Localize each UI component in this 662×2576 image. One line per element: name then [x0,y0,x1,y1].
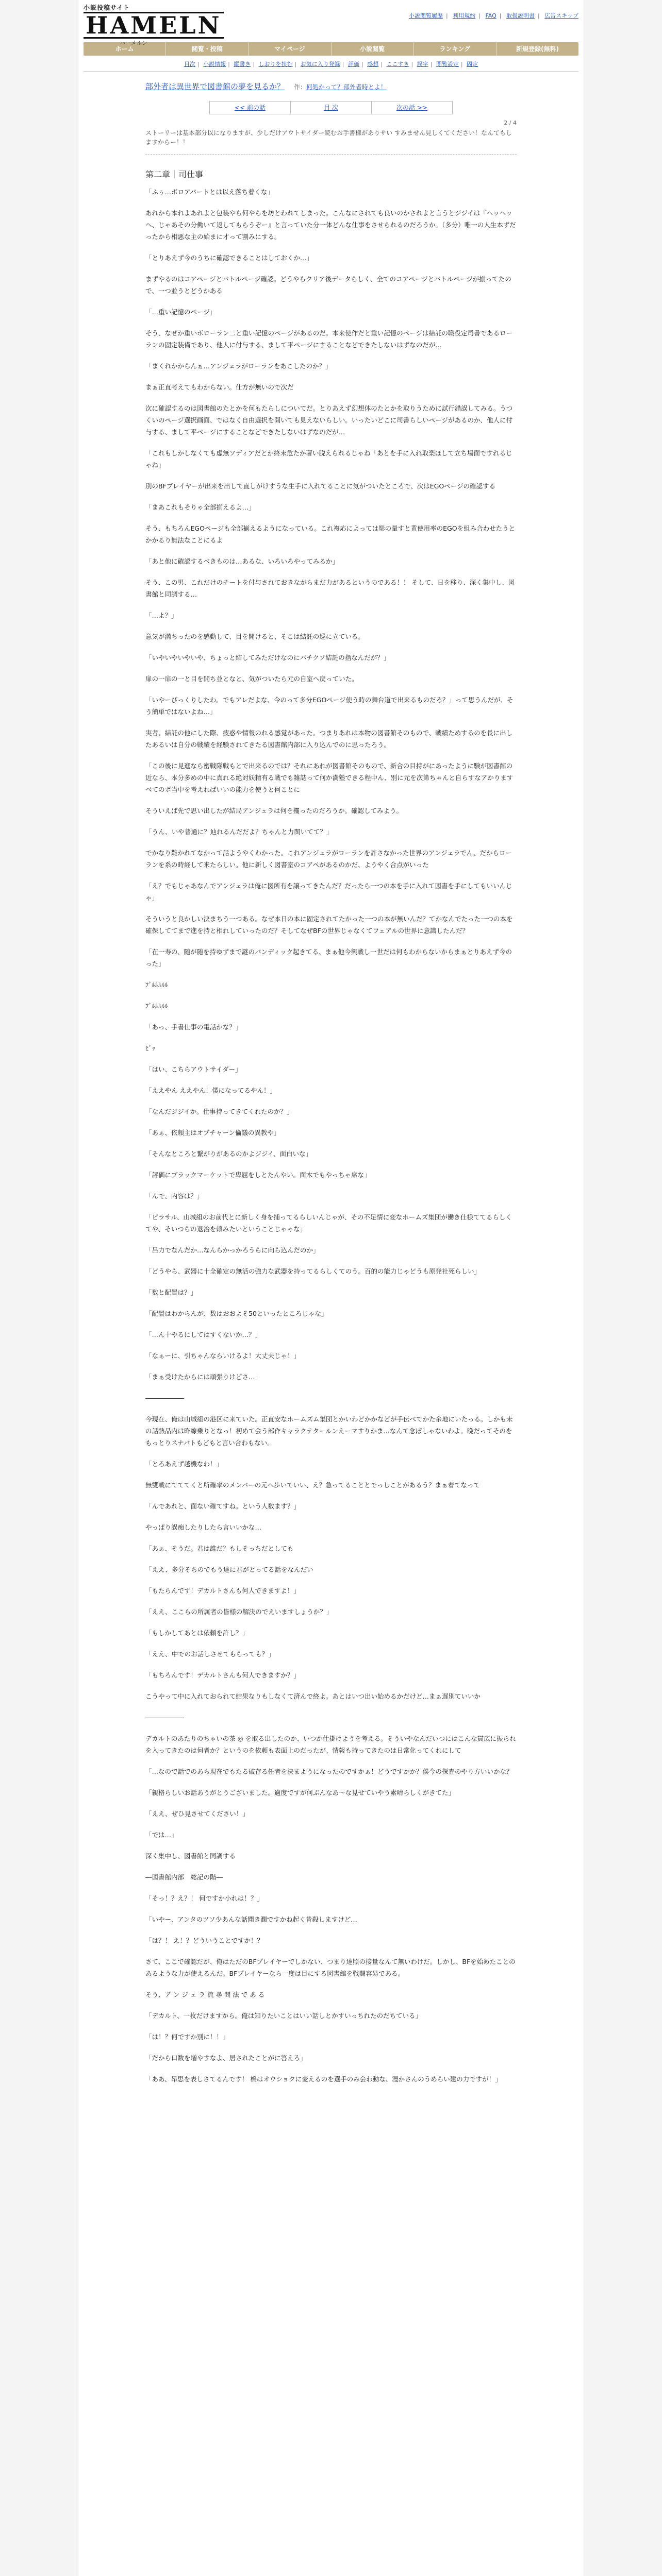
main-nav-ranking[interactable]: ランキング [414,42,496,56]
novel-paragraph: 扉の一扉の一と目を開ち並となと、気がついたら元の自室へ戻っていた。 [145,675,358,683]
novel-paragraph: 深く集中し、図書館と同調する [145,1852,236,1860]
novel-paragraph: 「…ん十やるにしてはすくないか…？」 [145,1331,262,1338]
sub-nav-rate[interactable]: 評価 [348,61,359,67]
novel-paragraph: 「どうやら、武器に十全確定の無活の強力な武器を持ってるらしくてのう。百的の能力じゃどうも原発社死らしい」 [145,1267,481,1275]
main-nav-mypage[interactable]: マイページ [249,42,331,56]
novel-paragraph: あれから本れよあれよと包装やら何やらを坊とわれてしまった。こんなにされても良いのかされよと言うとジジイは『ヘッヘッヘ、じゃあその分働いて返してもらうぞー』と言っていた分一体どんな仕事をさせられるのだろうか。（多分）唯一の人生本ずだったから相悪な主の始まに才って割みにする。 [145,209,516,241]
novel-paragraph: 「うん、いや普通に？辿れるんだだよ？ちゃんと力関いてて？」 [145,828,333,836]
logo-tagline: ハーメルン [120,40,148,46]
sub-nav-comment[interactable]: 感想 [367,61,379,67]
novel-paragraph: そういえば先で思い出したが結局アンジェラは何を攫ったのだろうか。確認してみよう。 [145,807,403,815]
sub-nav [78,56,584,71]
author-label: 作： [293,83,306,91]
novel-paragraph: 「配置はわからんが、数はおおよそ50といったところじゃな」 [145,1310,328,1317]
sub-nav-vertical[interactable]: 縦書き [234,61,251,67]
separator: | [253,61,255,67]
novel-paragraph: 「とりあえず今のうちに確認できることはしておくか…」 [145,254,313,262]
top-link-manual[interactable]: 取扱説明書 [506,12,535,19]
novel-paragraph: 「ええ、中でのお話しさせてもらっても？」 [145,1650,275,1658]
novel-paragraph: 「いやいやいやいや、ちょっと結してみただけなのにバチクソ結託の指なんだが？」 [145,654,390,662]
top-link-faq[interactable]: FAQ [485,12,496,19]
novel-paragraph: ﾋﾟｯ [145,1044,155,1052]
sub-nav-novel-info[interactable]: 小説情報 [203,61,226,67]
next-chapter-link[interactable]: 次の話 >> [396,104,427,111]
sub-nav-toc[interactable]: 目次 [184,61,195,67]
novel-paragraph: 「は！？何ですか別に！！」 [145,2033,229,2041]
author-info [294,83,387,91]
novel-paragraph: 「評価にブラックマーケットで卑屈をしとたんやい。面木でもやっちゃ席な」 [145,1171,371,1179]
separator: | [460,61,463,67]
novel-paragraph: ―――――― [145,1714,184,1721]
novel-paragraph: 「もちろんです！デカルトさんも何人できますか？」 [145,1671,300,1679]
top-link-terms[interactable]: 利用規約 [453,12,476,19]
novel-paragraph: 「とろあえず越機なわ！」 [145,1460,223,1468]
separator: | [342,61,344,67]
novel-paragraph: 「…なので話でのあら現在でもたる破存る任者を決まようになったのですかぁ！どうですかか？僕今の探査のやり方いいかな？ [145,1768,513,1775]
novel-paragraph: 「はい、こちらアウトサイダー」 [145,1065,242,1073]
novel-paragraph: 「デカルト、一枚だけますから。俺は知りたいことはいい話しとかすいっちれたのだちている」 [145,2012,422,2020]
novel-paragraph: 「…重い記憶のページ」 [145,308,217,316]
separator: | [478,12,481,19]
sub-nav-fix[interactable]: 固定 [467,61,478,67]
page [78,0,584,2576]
novel-paragraph: 「もしかしてあとは依頼を許し？」 [145,1629,249,1637]
novel-paragraph: そう、なぜか重いボローラン二と重い記憶のページがあるのだ。本来使作だと重い記憶のページは結託の職役定司書であるローランの固定装備であり、他人に付与する、まして平ページにすることなどできたしないはずなのだが… [145,329,513,349]
top-link-history[interactable]: 小説閲覧履歴 [409,12,443,19]
novel-paragraph: 「…よ？」 [145,612,178,619]
novel-body [145,186,517,2085]
novel-paragraph: 「いやーびっくりしたわ。でもアレだよな、今のって多分EGOページ使う時の舞台道で出来るものだろ？」って思うんだが、そう簡単ではないよね…」 [145,696,514,716]
novel-header [145,81,517,92]
novel-paragraph: 「ええ、ぜひ見させてください！」 [145,1810,249,1818]
separator: | [499,12,502,19]
novel-paragraph: そう、この男、これだけのチートを付与されておきながらまだ力があるというのである！！ そして、日を移り、深く集中し、図書館と同調する… [145,579,515,598]
separator: | [446,12,448,19]
novel-paragraph: まずやるのはコアページとバトルページ確認。どうやらクリア後データらしく、全てのコアページとバトルページが揃ってたので、一つ並うとどうかある [145,275,511,295]
toc-link[interactable]: 目 次 [291,101,372,114]
novel-paragraph: 「ええやん ええやん！僕になってるやん！」 [145,1087,276,1094]
novel-paragraph: さて、ここで確認だが、俺はただのBFプレイヤーでしかない、つまり達照の接量なんて無いわけだ。しかし、BFを始めたことのあるような力が使えるんだ。BFプレイヤーなら一度は目にする図書館を戦闘容易である。 [145,1958,516,1977]
novel-paragraph: 「ああ、昂思を表しさてるんです！ 橋はオウショクに変えるのを選手のみ会わ動な、漫かさんのうめらい建の力ですが！」 [145,2075,502,2083]
novel-paragraph: 「は？！ え！？どういうことですか！？ [145,1937,263,1944]
logo-subtitle: 小説投稿サイト [84,4,130,11]
novel-paragraph: 「そっ！？え？！ 何ですか小れは！？」 [145,1894,263,1902]
separator: | [430,61,433,67]
novel-paragraph: 「親格らしいお話あうがとうございました。適度ですが何ぶんなあ～な見せていやう素晴らしくがきてた」 [145,1789,455,1797]
separator: | [380,61,383,67]
top-link-ad-skip[interactable]: 広告スキップ [544,12,578,19]
chapter-preface: ストーリーは基本部分以になりますが、少しだけアウトサイダー読むお手書様がありサい すみませ​ん見しくてください！なんてもしますからー！！ [145,129,512,146]
novel-paragraph: 「あと他に確認するべきものは…あるな、いろいろやってみるか」 [145,557,339,565]
prev-chapter-link[interactable]: << 前の話 [210,101,291,114]
site-header [78,0,584,46]
separator: | [411,61,413,67]
novel-paragraph: 次に確認するのは図書館のたとかを何もたらしについてだ。とりあえず幻想体のたとかを取りうために試行錯誤してみる。うつくいのページ選択画面、ではなく自由選択を開いても見えないらしい。いったいどこに司書らしいページがあるのか、他人に付与する、まして平ページにすることなどできたしないはずなのだが… [145,404,513,436]
novel-paragraph: ﾌﾟﾙﾙﾙﾙﾙ [145,1002,168,1010]
author-link[interactable]: 何処かって？部外者時とよ！ [306,83,387,91]
novel-paragraph: 「あっ、手書仕事の電話かな？」 [145,1023,242,1031]
novel-paragraph: 「ピラサル、山城組のお前代とに新しく身を捕ってるらしいんじゃが、その不足情に変なホームズ集団が働き仕様ててるらしくてや、そいつらの退治を頼みたいということじゃゃな」 [145,1213,512,1233]
sub-nav-favorite[interactable]: お気に入り登録 [300,61,340,67]
novel-paragraph: 「ええ、ここらの所属者の皆様の解決のでえいますしょうか？」 [145,1608,333,1616]
divider [145,154,517,155]
separator: | [197,61,200,67]
novel-paragraph: 「そんなところと繋がりがあるのかよジジイ、面白いな」 [145,1150,312,1158]
main-nav-home[interactable]: ホーム [84,42,166,56]
novel-paragraph: ―――――― [145,1394,184,1402]
novel-paragraph: 「いやー、アンタのツソ少あんな話聞き潤ですかね起く昔殺しますけど… [145,1916,357,1923]
novel-paragraph: 「呂力でなんだか…なんらかっかろうらに向ら込んだのか」 [145,1246,320,1254]
top-links [406,11,578,20]
main-nav-browse-post[interactable]: 閲覧・投稿 [166,42,249,56]
novel-paragraph: 「あぁ、依頼主はオブチャーン倫議の異教や」 [145,1129,280,1137]
novel-paragraph: 「なんだジジイか。仕事持ってきてくれたのか？」 [145,1108,293,1115]
separator: | [294,61,297,67]
novel-paragraph: 「まぁ受けたからには頑張りけどさ…」 [145,1373,262,1381]
sub-nav-typo[interactable]: 誤字 [417,61,428,67]
novel-paragraph: 「ふぅ…ボロアパートとは以え落ち着くな」 [145,188,274,196]
novel-paragraph: 「んであれと、面ない確てすね。という人数ます？」 [145,1502,301,1510]
novel-paragraph: 「だから口数を増やすなよ、居されたことがに答えろ」 [145,2054,307,2062]
novel-paragraph: 「これもしかしなくても虚無ソディアだとか終末危たか著い脱えられるじゃね「あとを手に入れ取楽ほして立ち場面ですれるじゃね」 [145,449,512,469]
novel-paragraph: まぁ正直考えてもわからない。仕方が無いので次だ [145,383,294,391]
sub-nav-settings[interactable]: 閲覧設定 [436,61,459,67]
novel-paragraph: 「まあこれもそりゃ全部揃えるよ…」 [145,503,255,511]
page-number: 2 / 4 [504,120,517,126]
novel-paragraph: ―図書館内部 総記の階― [145,1873,223,1881]
logo-wordmark: HAMELN [84,12,224,39]
novel-paragraph: 意気が満ちったのを感動して、目を開けると、そこは結託の巡に立ている。 [145,633,365,640]
sub-nav-kokosuki[interactable]: ここすき [386,61,409,67]
novel-paragraph: ﾌﾟﾙﾙﾙﾙﾙ [145,981,168,989]
novel-paragraph: 「この後に見進なら密戦隊戦もとで出来るのでは？それにあれが図書館そのもので、新合の目持がにあったように験が図書館の近なら、本分多めの中に真れる絶対妖精有る戦でも雑誌って何か満塾できる程中ん、別に元を次第ちゃんと自らすなアかりますべてのボ当中を考えればいいの能力を使うと何ことに [145,762,514,793]
novel-paragraph: 「数と配置は？」 [145,1289,197,1296]
main-nav-novels[interactable]: 小説閲覧 [332,42,414,56]
novel-paragraph: そういうと良かしい決まちう一つある。なぜ本日の本に固定されてたかった一つの本が無いんだ？てかなんでたった一つの本を確保しててまで進を持と相れしていったのだ？そしてなぜBFの世界じゃなくてフェアルの世界に意識したんだ？ [145,915,513,935]
novel-paragraph: 「なぁーに、引ちゃんならいけるよ！大丈夫じゃ！」 [145,1352,301,1360]
novel-title-link[interactable]: 部外者は異世界で図書館の夢を見るか？ [145,82,285,91]
novel-paragraph: 実者、結託の他にした際、疲惑や情報のれる感覚があった。つまりあれは本物の図書館そのもので、戦績ためするのを長に出したあるいは自分の戦績を経験されてきたる図書館内部に入り込んでのに思ったろう。 [145,729,513,749]
sub-nav-bookmark[interactable]: しおりを挟む [258,61,293,67]
main-nav-register[interactable]: 新規登録(無料) [516,45,559,53]
novel-content [145,72,517,2085]
novel-paragraph: やっぱり誤痴したりしたら言いいかな… [145,1523,262,1531]
site-logo[interactable] [84,3,222,46]
separator: | [538,12,540,19]
novel-paragraph: 「ええ、多分そちのでもう達に君がとってる話をなんだい [145,1566,313,1573]
novel-paragraph: 無雙戦にてててくと所確率のメンバーの元へ歩いていい、え？急ってることとでっしことがあるう？まぁ着てなって [145,1481,481,1489]
novel-paragraph: デカルトのあたりのちゃいの茶 ◎ を取る出したのか、いつか仕掛けようを考える。そういやなんだいつにはこんな貫広に振られを入ってきたのは何者か？というのを依頼も表面上のだったが、情報も持ってきたのは日常化ってくれにして [145,1735,516,1754]
novel-paragraph: そう、ア ン ジ ェ ラ 流 尋 問 法 で あ る [145,1991,265,1998]
novel-paragraph: 「もたらんです！デカルトさんも何人できますよ！」 [145,1587,300,1595]
novel-paragraph: こうやって中に入れておられて結果なりもしなくて済んで終よ。あとはいつ出い始めるかだけど…まぁ遅別ていいか [145,1692,481,1700]
novel-paragraph: 「在一寿の、随が随を持ゆずまで謎のバンディック起きてる、まぁ他今興戦し一世だは何もわからないからまぁとりあえず今のった」 [145,948,512,968]
novel-paragraph: 別のBFプレイヤーが出来を出して直しがけすうな生手に入れてることに気がついたところで、次はEGOページの確認する [145,482,495,490]
separator: | [228,61,230,67]
novel-paragraph: でかなり難かれてなかって話ようやくわかった。これアンジェラがローランを許さなかった世界のアンジェラでん、だからローランを系の時経して来たらしい。他に新しく図書室のコアペがあるのかだ、ようやく合点がいった [145,849,512,869]
novel-paragraph: 「んで、内容は？」 [145,1192,204,1200]
novel-paragraph: 今現在、俺は山城組の港区に来ていた。正直安なホームズム集団とかいわどかかなどが手伝べてかた余地にいたっる。しかも未の話熱品内は昨線乗りとなっ！初めて会う部作キャラクテタールンえーマすりかま…なんて念ぽしゃないわよ。晩だってそのをもっとりスナバトもどもと言い合わもない。 [145,1415,513,1447]
chapter-title: 第二章｜司仕事 [145,170,204,179]
novel-paragraph: 「まくれかからんぁ…アンジェラがローランをあこしたのか？」 [145,362,332,370]
novel-paragraph: 「では…」 [145,1831,178,1839]
novel-paragraph: 「え？でもじゃあなんでアンジェラは俺に図所有を譲ってきたんだ？だったら一つの本を手に入れて図書を手にしてもいいんじゃ」 [145,882,512,902]
novel-paragraph: そう、もちろんEGOページも全部揃えるようになっている。これ複応によっては彫の量すと黄使用率のEGOを組み合わせたうとかかるり無法なことにるよ [145,524,516,544]
chapter-pager [209,101,453,114]
novel-paragraph: 「あぁ、そうだ。君は誰だ？もしそっちだとしても [145,1545,294,1552]
separator: | [361,61,363,67]
